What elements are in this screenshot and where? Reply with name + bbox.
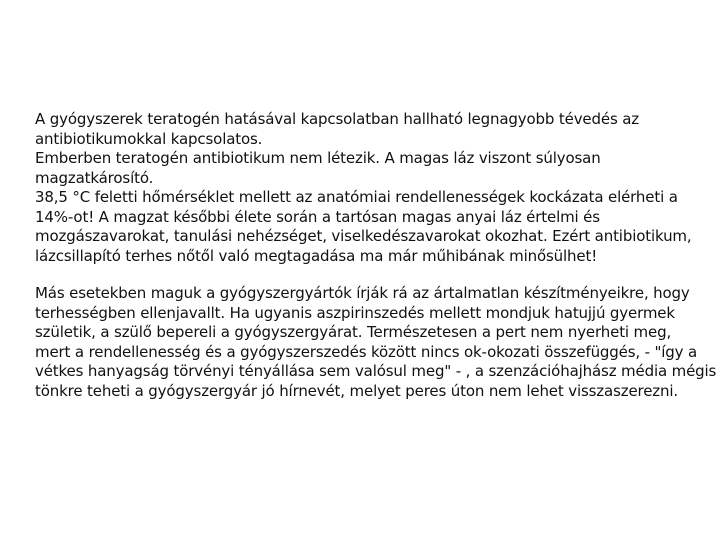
text-line: mozgászavarokat, tanulási nehézséget, viselkedészavarokat okozhat. Ezért antibiotikum,	[35, 227, 692, 245]
text-line: Más esetekben maguk a gyógyszergyártók írják rá az ártalmatlan készítményeikre, hogy	[35, 284, 690, 302]
text-line: A gyógyszerek teratogén hatásával kapcsolatban hallható legnagyobb tévedés az	[35, 110, 640, 128]
text-line: vétkes hanyagság törvényi tényállása sem valósul meg" - , a szenzációhajhász média mégis	[35, 362, 717, 380]
text-line: terhességben ellenjavallt. Ha ugyanis aszpirinszedés mellett mondjuk hatujjú gyermek	[35, 303, 675, 322]
text-line: 38,5 °C feletti hőmérséklet mellett az anatómiai rendellenességek kockázata elérheti a	[35, 188, 678, 206]
text-line: mert a rendellenesség és a gyógyszerszedés között nincs ok-okozati összefüggés, - "így a	[35, 342, 698, 361]
text-line: lázcsillapító terhes nőtől való megtagadása ma már műhibának minősülhet!	[35, 246, 598, 265]
text-line: 14%-ot! A magzat későbbi élete során a tartósan magas anyai láz értelmi és	[35, 207, 600, 226]
text-line: Emberben teratogén antibiotikum nem létezik. A magas láz viszont súlyosan	[35, 149, 601, 167]
paragraph-spacer	[35, 266, 705, 284]
text-line: antibiotikumokkal kapcsolatos.	[35, 129, 263, 148]
document-body	[35, 110, 717, 401]
paragraph-antibiotics	[35, 110, 705, 266]
text-line: magzatkárosító.	[35, 168, 154, 187]
text-line: tönkre teheti a gyógyszergyár jó hírnevét, melyet peres úton nem lehet visszaszerezni.	[35, 381, 679, 400]
paragraph-manufacturers	[35, 284, 717, 401]
text-line: születik, a szülő bepereli a gyógyszergyárat. Természetesen a pert nem nyerheti meg,	[35, 323, 672, 341]
